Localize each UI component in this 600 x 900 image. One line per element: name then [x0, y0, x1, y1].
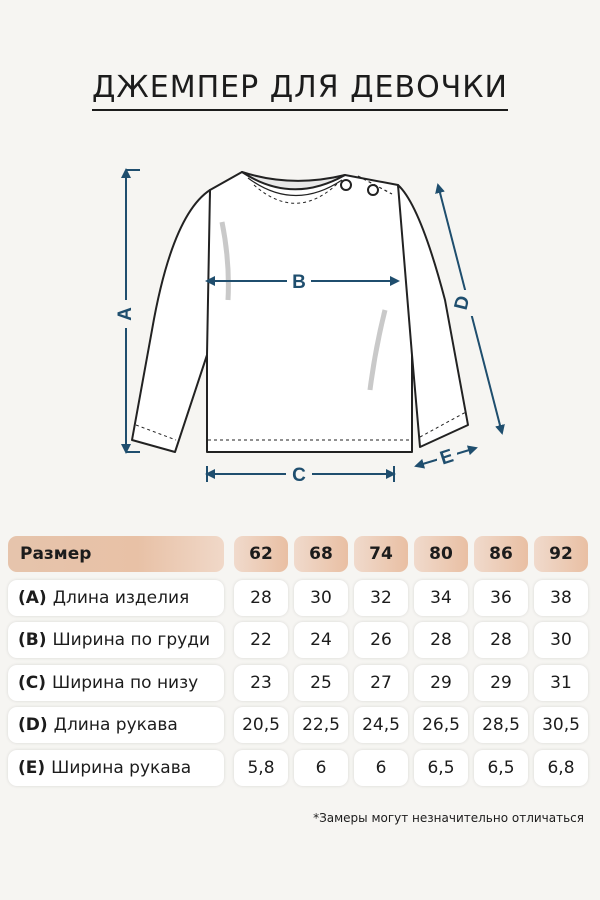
sweater-diagram: [0, 150, 600, 510]
table-cell: 30: [294, 580, 348, 616]
measurement-note: *Замеры могут незначительно отличаться: [313, 811, 584, 825]
sweater-outline: [132, 172, 468, 452]
table-cell: 5,8: [234, 750, 288, 786]
table-cell: 20,5: [234, 707, 288, 743]
row-label-a: (A) Длина изделия: [8, 580, 224, 616]
table-cell: 6: [294, 750, 348, 786]
size-header-62: 62: [234, 536, 288, 572]
measure-b-label: B: [292, 272, 306, 293]
table-cell: 28: [234, 580, 288, 616]
row-label-e: (E) Ширина рукава: [8, 750, 224, 786]
table-cell: 30: [534, 622, 588, 658]
table-cell: 34: [414, 580, 468, 616]
table-cell: 28: [474, 622, 528, 658]
row-label-d: (D) Длина рукава: [8, 707, 224, 743]
size-header-80: 80: [414, 536, 468, 572]
table-cell: 6,5: [474, 750, 528, 786]
table-cell: 24,5: [354, 707, 408, 743]
table-cell: 26,5: [414, 707, 468, 743]
size-header-68: 68: [294, 536, 348, 572]
table-cell: 28,5: [474, 707, 528, 743]
table-cell: 31: [534, 665, 588, 701]
table-cell: 25: [294, 665, 348, 701]
row-label-b: (B) Ширина по груди: [8, 622, 224, 658]
size-header-92: 92: [534, 536, 588, 572]
table-cell: 26: [354, 622, 408, 658]
table-cell: 29: [474, 665, 528, 701]
table-cell: 22: [234, 622, 288, 658]
table-cell: 6,8: [534, 750, 588, 786]
measure-c-label: C: [292, 465, 306, 486]
table-cell: 32: [354, 580, 408, 616]
table-cell: 28: [414, 622, 468, 658]
measure-d-label: D: [450, 293, 475, 313]
table-cell: 29: [414, 665, 468, 701]
table-cell: 22,5: [294, 707, 348, 743]
table-cell: 38: [534, 580, 588, 616]
measure-a-label: A: [115, 307, 137, 321]
table-cell: 30,5: [534, 707, 588, 743]
table-cell: 6,5: [414, 750, 468, 786]
table-cell: 27: [354, 665, 408, 701]
table-cell: 6: [354, 750, 408, 786]
table-cell: 24: [294, 622, 348, 658]
size-header-86: 86: [474, 536, 528, 572]
size-header-label: Размер: [8, 536, 224, 572]
measure-e-label: E: [437, 445, 457, 470]
table-cell: 36: [474, 580, 528, 616]
size-header-74: 74: [354, 536, 408, 572]
table-cell: 23: [234, 665, 288, 701]
row-label-c: (C) Ширина по низу: [8, 665, 224, 701]
page-title: ДЖЕМПЕР ДЛЯ ДЕВОЧКИ: [0, 70, 600, 111]
